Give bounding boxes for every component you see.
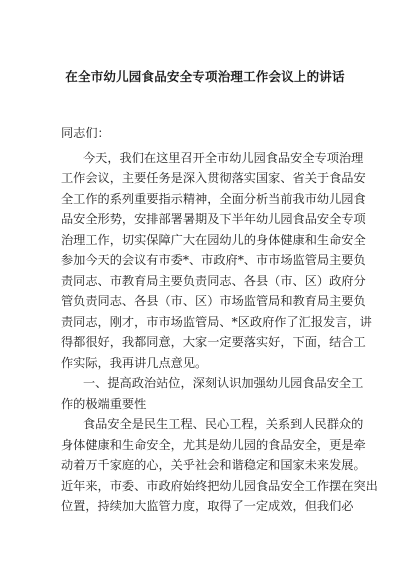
text-line: 近年来，市委、市政府始终把幼儿园食品安全工作摆在突出 bbox=[61, 478, 378, 493]
text-line: 治理工作，切实保障广大在园幼儿的身体健康和生命安全 bbox=[61, 232, 366, 247]
paragraph-food-safety bbox=[61, 414, 366, 476]
text-line: 得都很好，我都同意，大家一定要落实好，下面，结合工 bbox=[61, 335, 366, 349]
text-line: 身体健康和生命安全，尤其是幼儿园的食品安全，更是牵 bbox=[61, 437, 366, 452]
salutation: 同志们： bbox=[61, 126, 110, 140]
text-line: 责同志，刚才，市市场监管局、*区政府作了汇报发言，讲 bbox=[61, 314, 372, 329]
heading-line: 一、提高政治站位，深刻认识加强幼儿园食品安全工 bbox=[83, 376, 364, 390]
text-line: 责同志、市教育局主要负责同志、各县（市、区）政府分 bbox=[61, 273, 366, 288]
text-line: 管负责同志、各县（市、区）市场监管局和教育局主要负 bbox=[61, 294, 366, 308]
text-line: 今天，我们在这里召开全市幼儿园食品安全专项治理 bbox=[83, 150, 364, 165]
document-body bbox=[61, 123, 378, 517]
text-line: 全工作的系列重要指示精神，全面分析当前我市幼儿园食 bbox=[61, 191, 366, 206]
heading-line: 作的极端重要性 bbox=[61, 396, 147, 411]
text-line: 参加今天的会议有市委*、市政府*、市市场监管局主要负 bbox=[61, 253, 366, 267]
paragraph-opening bbox=[61, 148, 372, 374]
paragraph-recent-years bbox=[61, 476, 378, 517]
text-line: 食品安全是民生工程、民心工程，关系到人民群众的 bbox=[83, 417, 364, 431]
text-line: 作实际，我再讲几点意见。 bbox=[61, 355, 208, 370]
document-title: 在全市幼儿园食品安全专项治理工作会议上的讲话 bbox=[65, 69, 345, 84]
section-heading bbox=[61, 373, 364, 414]
text-line: 动着万千家庭的心，关乎社会和谐稳定和国家未来发展。 bbox=[61, 458, 366, 472]
text-line: 品安全形势，安排部署暑期及下半年幼儿园食品安全专项 bbox=[61, 212, 366, 226]
text-line: 位置，持续加大监管力度，取得了一定成效，但我们必 bbox=[61, 499, 354, 513]
text-line: 工作会议，主要任务是深入贯彻落实国家、省关于食品安 bbox=[61, 171, 366, 185]
